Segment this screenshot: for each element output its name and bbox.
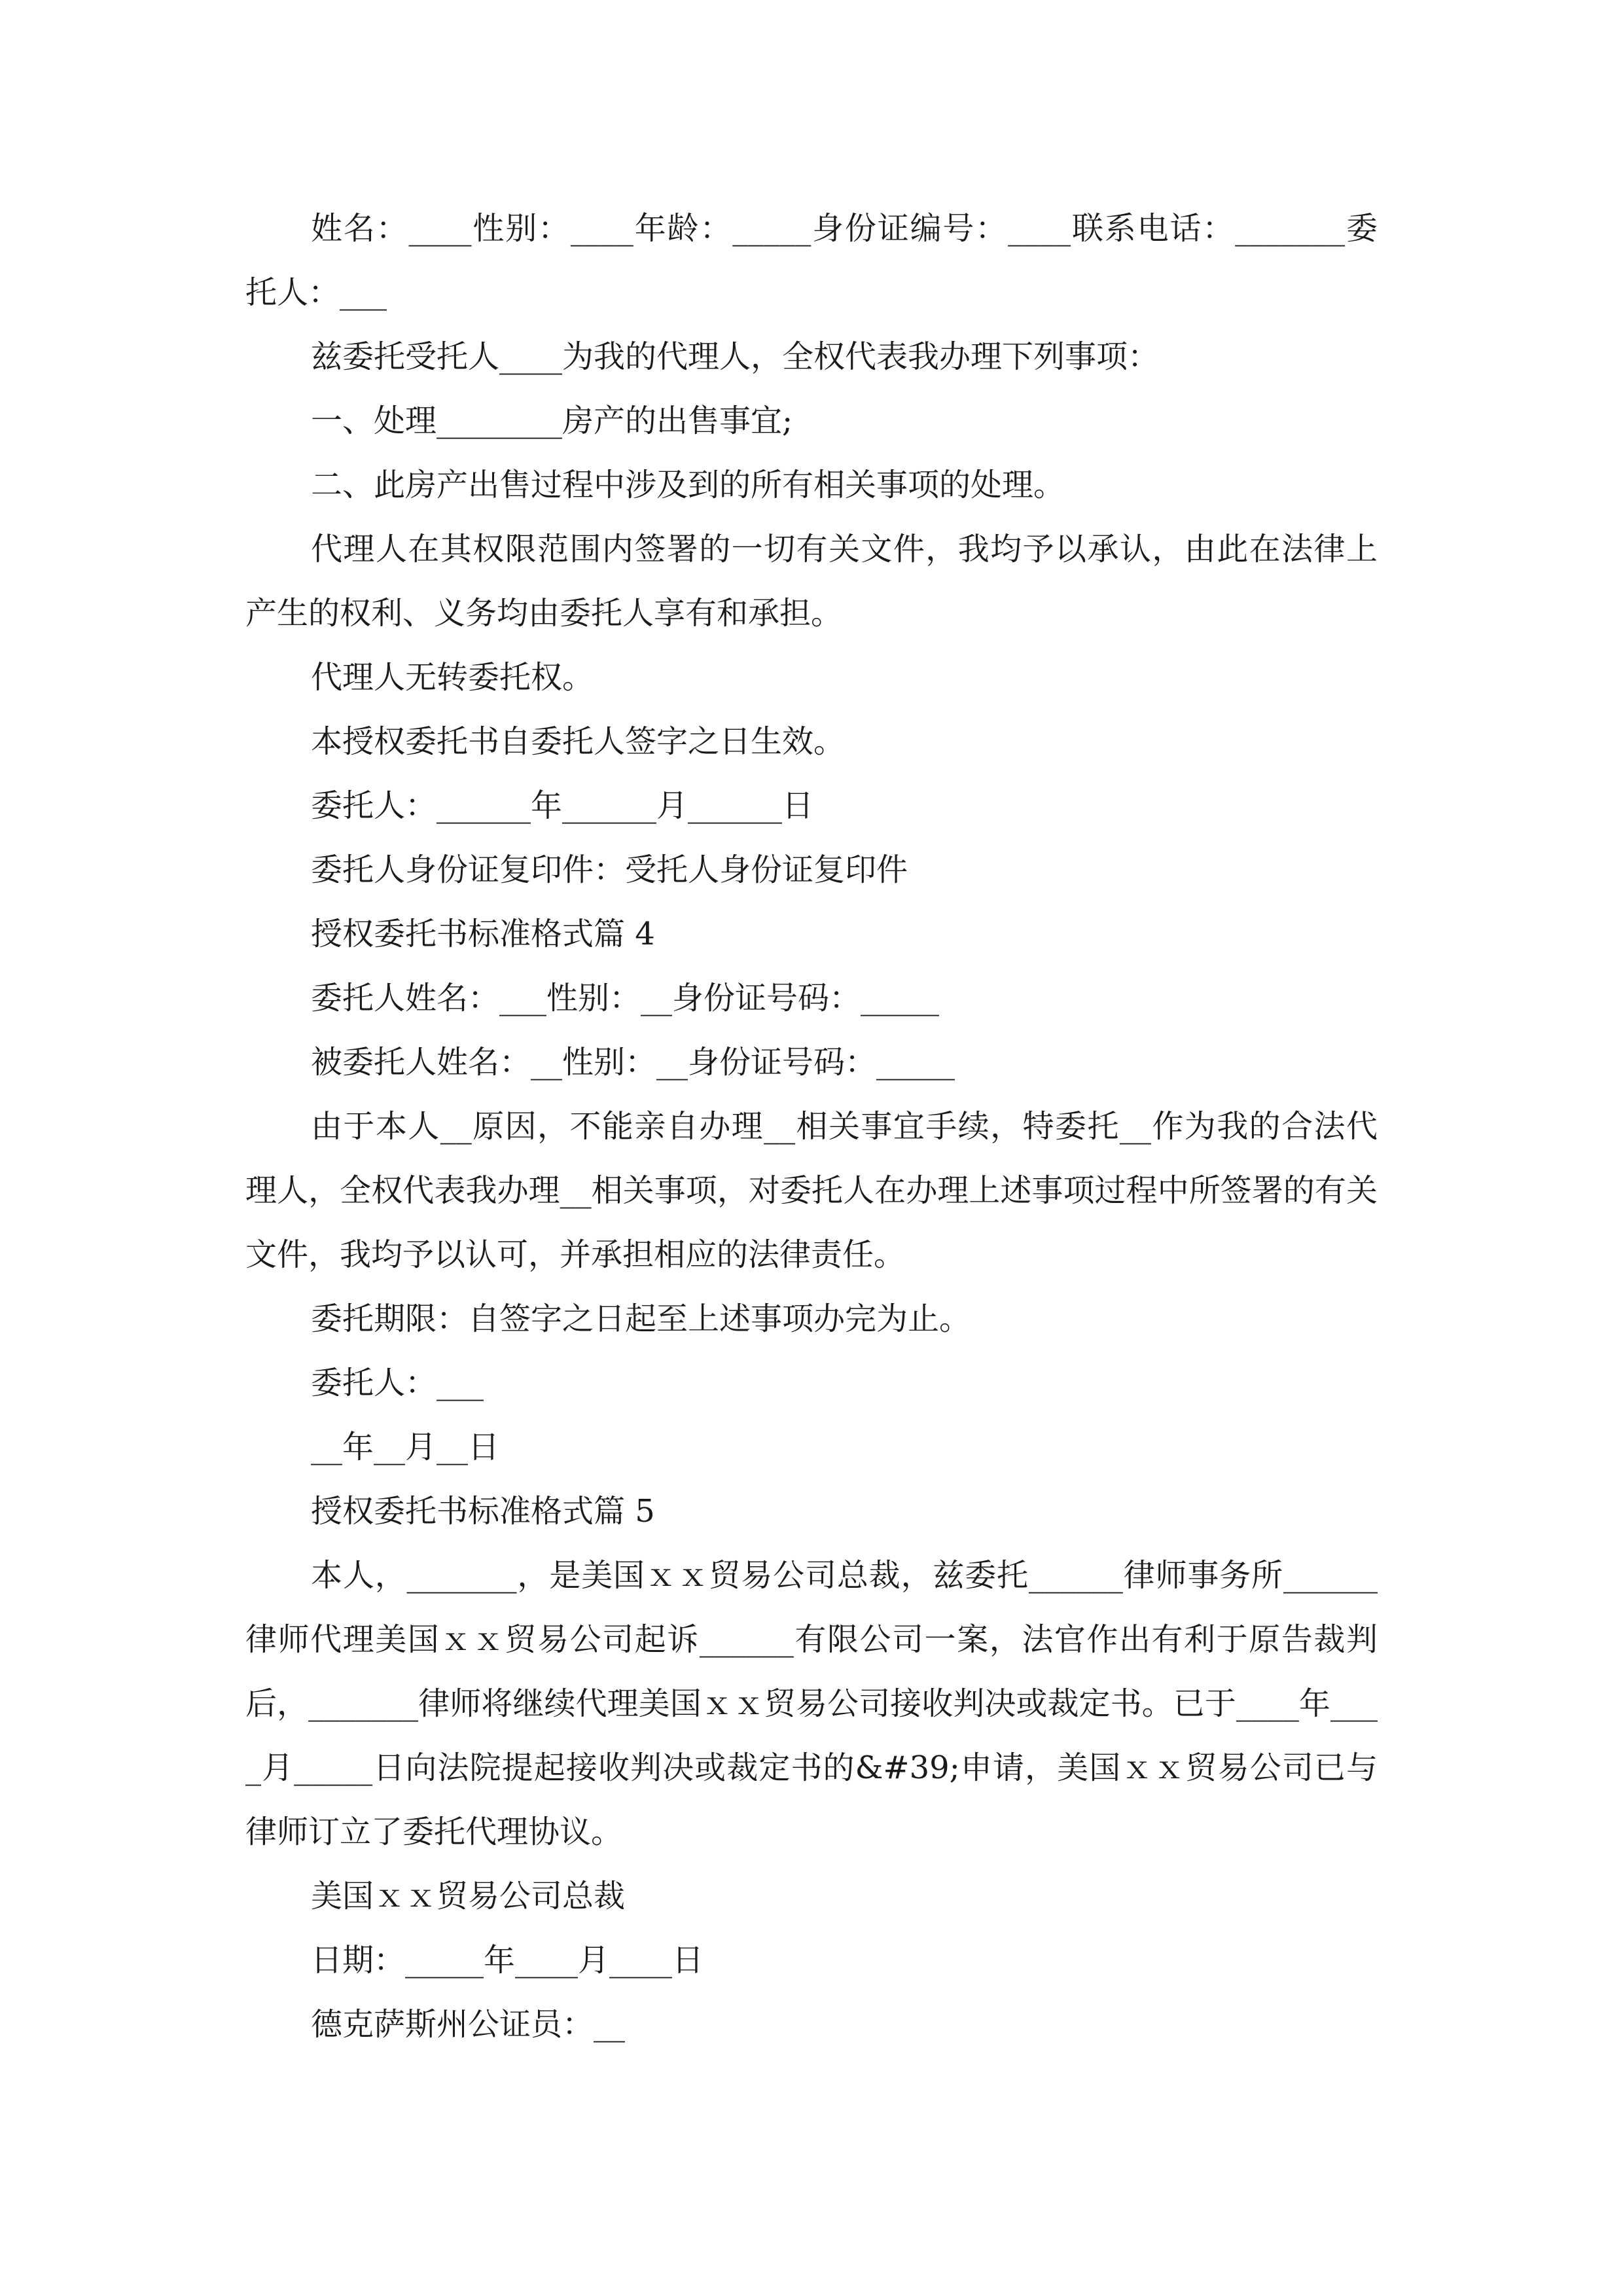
paragraph-principal-info: 姓名：____性别：____年龄：_____身份证编号：____联系电话：_______委托人：___ [245, 210, 1378, 311]
paragraph-principal-date: 委托人：______年______月______日 [311, 787, 814, 824]
paragraph-item-1: 一、处理________房产的出售事宜; [311, 403, 793, 439]
paragraph-entrust-agent: 兹委托受托人____为我的代理人，全权代表我办理下列事项： [311, 338, 1160, 375]
paragraph-item-2: 二、此房产出售过程中涉及到的所有相关事项的处理。 [311, 467, 1065, 503]
paragraph-agent-authority: 代理人在其权限范围内签署的一切有关文件，我均予以承认，由此在法律上产生的权利、义务均由委托人享有和承担。 [245, 531, 1378, 632]
paragraph-effective: 本授权委托书自委托人签字之日生效。 [311, 723, 846, 760]
section-heading-4: 授权委托书标准格式篇 4 [311, 916, 655, 952]
paragraph-sign-date: 日期：_____年____月____日 [311, 1942, 704, 1979]
paragraph-agent-name: 被委托人姓名：__性别：__身份证号码：_____ [311, 1044, 955, 1081]
paragraph-date: __年__月__日 [311, 1429, 500, 1465]
paragraph-reason: 由于本人__原因，不能亲自办理__相关事宜手续，特委托__作为我的合法代理人，全权代表我办理__相关事项，对委托人在办理上述事项过程中所签署的有关文件，我均予以认可，并承担相应的法律责任。 [245, 1108, 1378, 1273]
paragraph-principal-name: 委托人姓名：___性别：__身份证号码：_____ [311, 980, 940, 1016]
paragraph-term: 委托期限：自签字之日起至上述事项办完为止。 [311, 1300, 971, 1337]
paragraph-president: 美国ｘｘ贸易公司总裁 [311, 1878, 626, 1914]
section-heading-5: 授权委托书标准格式篇 5 [311, 1493, 655, 1530]
paragraph-id-copies: 委托人身份证复印件：受托人身份证复印件 [311, 852, 908, 888]
paragraph-principal-sign: 委托人：___ [311, 1365, 484, 1401]
paragraph-no-subdelegation: 代理人无转委托权。 [311, 659, 594, 696]
paragraph-lawsuit: 本人，_______，是美国ｘｘ贸易公司总裁，兹委托______律师事务所______律师代理美国ｘｘ贸易公司起诉______有限公司一案，法官作出有利于原告裁判后，_______律师将继续代理美国ｘｘ贸易公司接收判决或裁定书。已于____年____月_____日向法院提起接收判决或裁定书的&#39;申请，美国ｘｘ贸易公司已与律师订立了委托代理协议。 [245, 1557, 1378, 1850]
paragraph-notary: 德克萨斯州公证员：__ [311, 2006, 626, 2043]
document-body [245, 196, 1378, 2056]
